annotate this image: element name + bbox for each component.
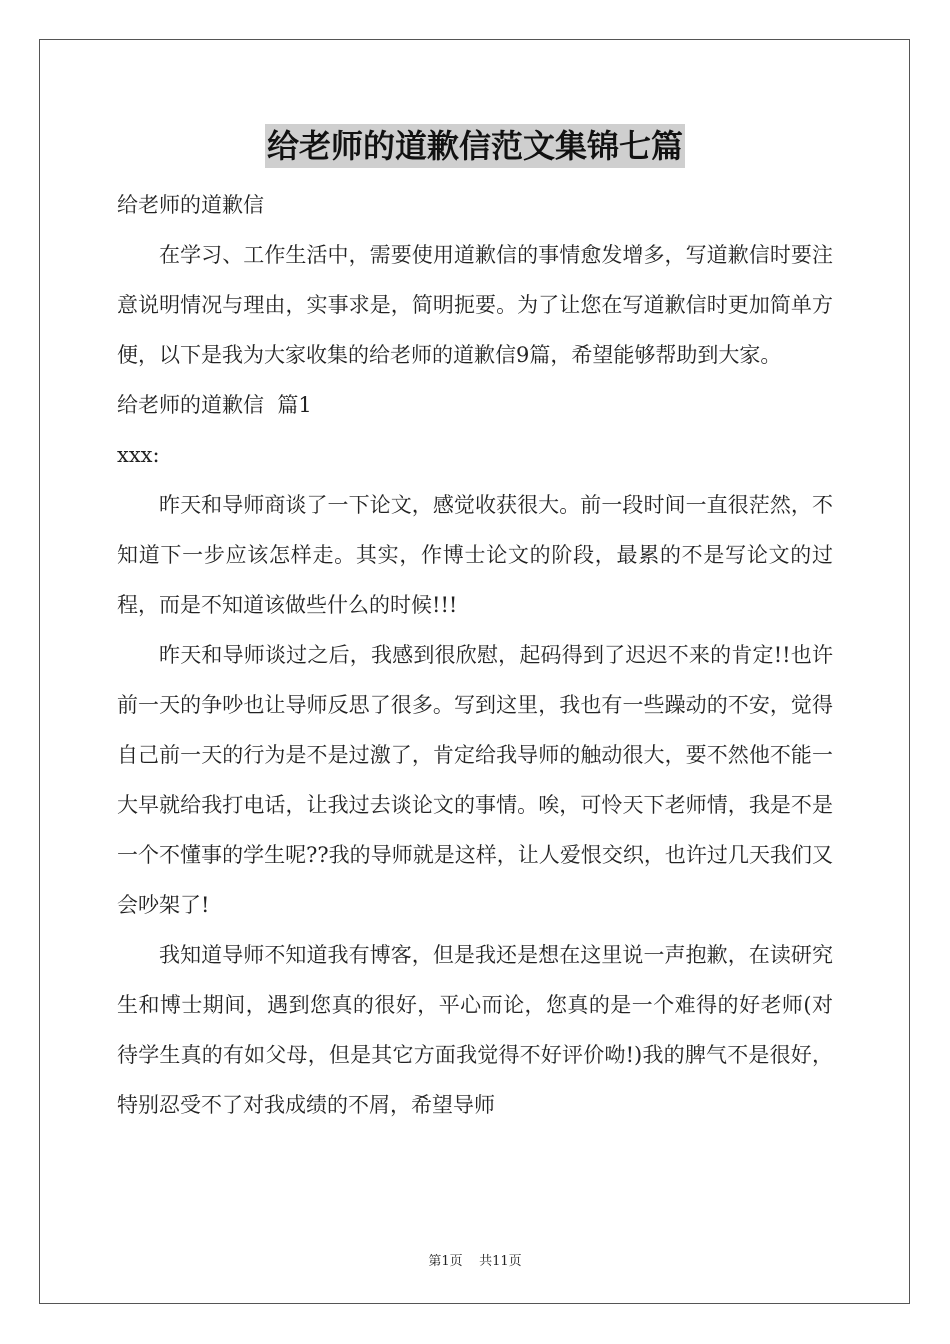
- letter-paragraph-1: 昨天和导师商谈了一下论文，感觉收获很大。前一段时间一直很茫然，不知道下一步应该怎样走。其实，作博士论文的阶段，最累的不是写论文的过程，而是不知道该做些什么的时候!!!: [117, 493, 833, 617]
- document-title: 给老师的道歉信范文集锦七篇: [265, 124, 685, 168]
- title-container: [0, 124, 950, 168]
- section-heading: 给老师的道歉信 篇1: [117, 393, 312, 417]
- letter-paragraph-3: 我知道导师不知道我有博客，但是我还是想在这里说一声抱歉，在读研究生和博士期间，遇到您真的很好，平心而论，您真的是一个难得的好老师(对待学生真的有如父母，但是其它方面我觉得不好评价呦!)我的脾气不是很好，特别忍受不了对我成绩的不屑，希望导师: [117, 943, 833, 1117]
- heading-letter: 给老师的道歉信: [117, 193, 264, 217]
- letter-paragraph-2: 昨天和导师谈过之后，我感到很欣慰，起码得到了迟迟不来的肯定!!也许前一天的争吵也让导师反思了很多。写到这里，我也有一些躁动的不安，觉得自己前一天的行为是不是过激了，肯定给我导师的触动很大，要不然他不能一大早就给我打电话，让我过去谈论文的事情。唉，可怜天下老师情，我是不是一个不懂事的学生呢??我的导师就是这样，让人爱恨交织，也许过几天我们又会吵架了!: [117, 643, 833, 917]
- document-body: [117, 180, 833, 1130]
- intro-paragraph: 在学习、工作生活中，需要使用道歉信的事情愈发增多，写道歉信时要注意说明情况与理由，实事求是，简明扼要。为了让您在写道歉信时更加简单方便，以下是我为大家收集的给老师的道歉信9篇，希望能够帮助到大家。: [117, 243, 833, 367]
- page-footer: [0, 1250, 950, 1269]
- salutation: xxx:: [117, 443, 160, 467]
- page-number: 第1页 共11页: [428, 1254, 522, 1269]
